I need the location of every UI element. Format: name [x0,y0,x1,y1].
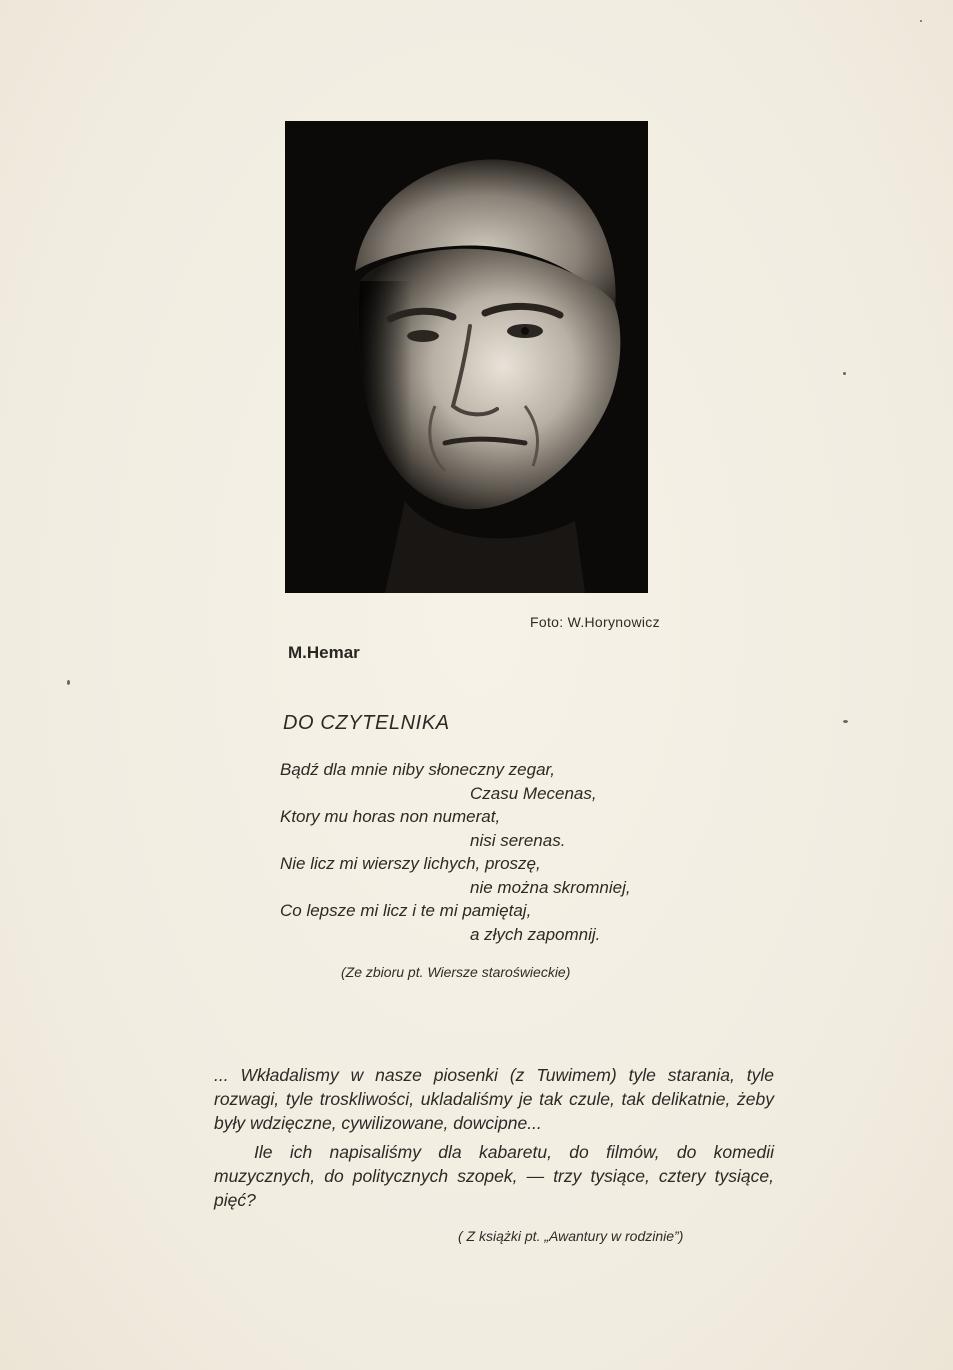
prose-paragraph: ... Wkładalismy w nasze piosenki (z Tuwimem) tyle starania, tyle rozwagi, tyle troskliwości, ukladaliśmy je tak czule, tak delikatnie, żeby były wdzięczne, cywilizowane, dowcipne... [214,1065,774,1133]
paper-speck [843,372,846,375]
author-name: M.Hemar [288,643,360,662]
poem-line: Czasu Mecenas, [470,783,597,803]
poem-line: Ktory mu horas non numerat, [280,807,501,826]
portrait-photo [285,121,648,593]
poem-line: Co lepsze mi licz i te mi pamiętaj, [280,901,532,920]
poem-title: DO CZYTELNIKA [283,712,450,734]
paper-speck [67,680,70,685]
prose-paragraph: Ile ich napisaliśmy dla kabaretu, do filmów, do komedii muzycznych, do politycznych szopek, — trzy tysiące, cztery tysiące, pięć? [214,1142,774,1210]
poem-line: Nie licz mi wierszy lichych, proszę, [280,854,541,873]
poem-line: nie można skromniej, [470,877,631,897]
poem-line: a złych zapomnij. [470,924,601,944]
prose-excerpt [214,1063,774,1217]
poem-text [280,758,700,946]
poem-source: (Ze zbioru pt. Wiersze staroświeckie) [341,964,571,980]
poem-line: nisi serenas. [470,830,566,850]
prose-source: ( Z książki pt. „Awantury w rodzinie”) [458,1228,684,1244]
paper-speck [920,20,922,22]
paper-speck [843,720,848,723]
photo-credit: Foto: W.Horynowicz [530,614,660,630]
poem-line: Bądź dla mnie niby słoneczny zegar, [280,760,555,779]
